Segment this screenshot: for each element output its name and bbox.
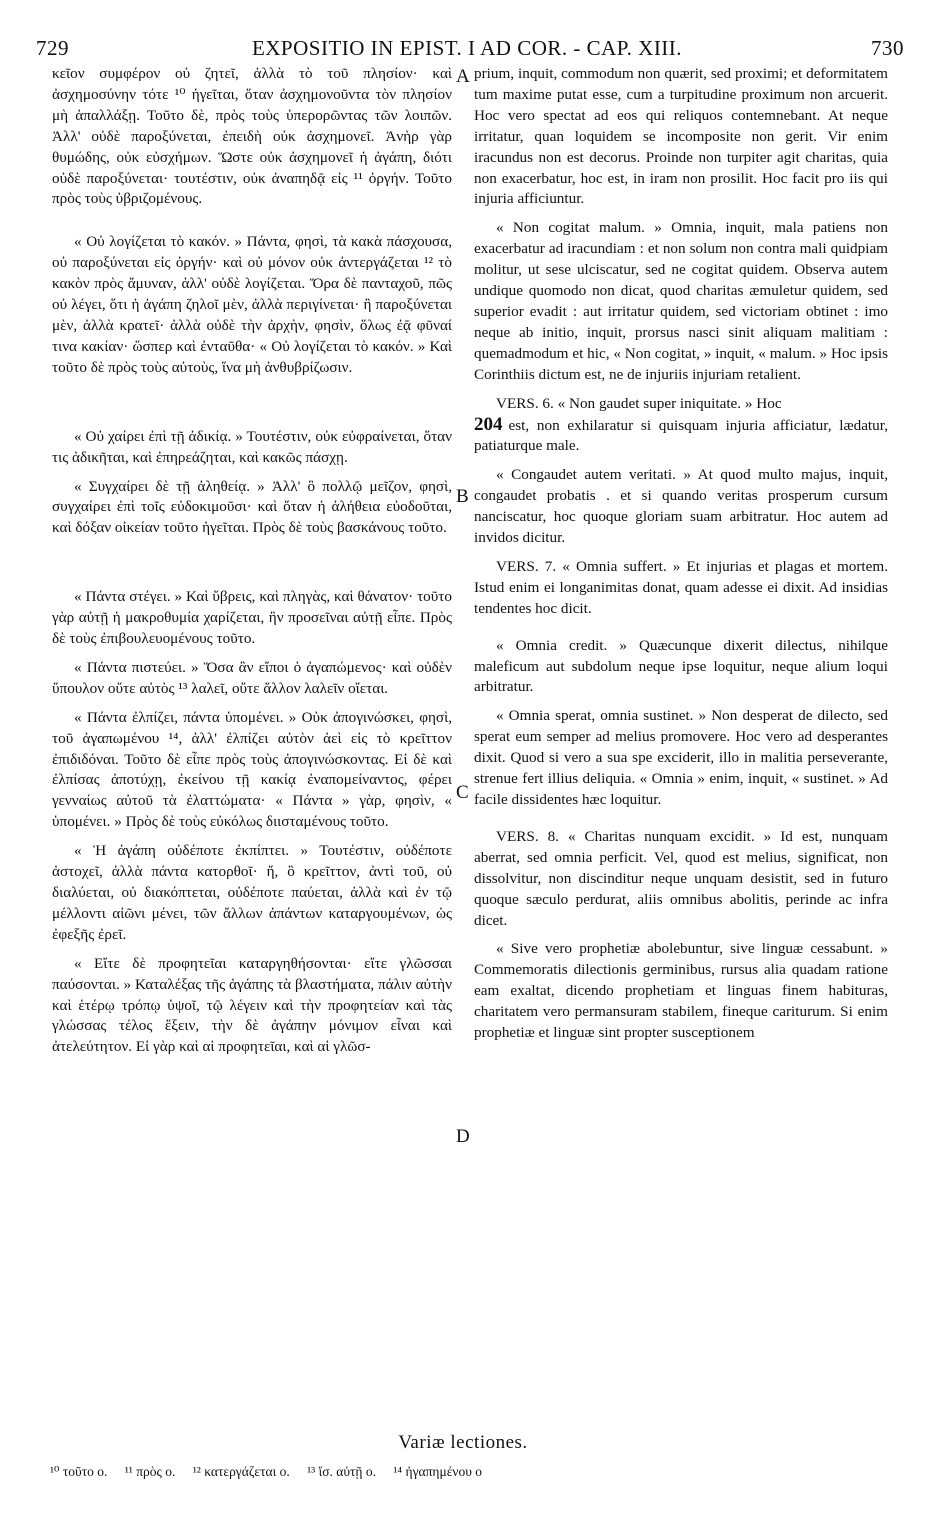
latin-column xyxy=(474,64,888,1044)
latin-paragraph: « Congaudet autem veritati. » At quod multo majus, inquit, congaudet probatis . et si quando veritas prosperum cursum nanciscatur, hoc quoque gloriam suam arbitratur. Hoc autem ad invidos dicitur. xyxy=(474,466,888,547)
latin-paragraph: VERS. 8. « Charitas nunquam excidit. » Id est, nunquam aberrat, sed omnia perficit. Vel, quod est melius, significat, non dissolvitur, non discinditur neque unquam desistit, sed in futuro quoque sæculo perdurat, aliis omnibus abolitis, perinde ac infra dicet. xyxy=(474,827,888,929)
margin-marker-a: A xyxy=(456,66,470,87)
greek-paragraph: « Συγχαίρει δὲ τῇ ἀληθείᾳ. » Ἀλλ' ὃ πολλῷ μεῖζον, φησὶ, συγχαίρει ἐπὶ τοῖς εὐδοκιμοῦσι· καὶ ὅταν ἡ ἀλήθεια εὐοδοῦται, καὶ δόξαν οἰκείαν τοῦτο ἡγεῖται. Πρὸς δὲ τοὺς βασκάνους τοῦτο. xyxy=(52,477,452,537)
latin-paragraph: prium, inquit, commodum non quærit, sed proximi; et deformitatem tum maxime putat esse, cum a turpitudine proximum non arcuerit. Hoc vero spectat ad eos qui reliquos contemnebant. At neque irritatur, quan loquidem se incomposite non gerit. Vir enim iracundus non est decorus. Proinde non turpiter agit charitas, quia non exacerbatur, hoc est, in iram non prosilit. Hoc facit pro iis qui injuria afficiuntur. xyxy=(474,65,888,208)
greek-paragraph: « Πάντα πιστεύει. » Ὅσα ἂν εἴποι ὁ ἀγαπώμενος· καὶ οὐδὲν ὕπουλον οὔτε αὐτὸς ¹³ λαλεῖ, οὔτε ἄλλον λαλεῖν οἴεται. xyxy=(52,658,452,697)
running-title: EXPOSITIO IN EPIST. I AD COR. - CAP. XIII. xyxy=(251,36,683,60)
inline-page-number: 204 xyxy=(474,413,503,435)
latin-paragraph: VERS. 7. « Omnia suffert. » Et injurias et plagas et mortem. Istud enim ei longanimitas donat, quam adesse ei dixit. Ad insidias tendentes hoc dicit. xyxy=(474,557,888,617)
page-number-right: 730 xyxy=(871,36,904,60)
footnote: ¹⁰ τοῦτο ο. xyxy=(50,1464,108,1479)
greek-paragraph: « Οὐ χαίρει ἐπὶ τῇ ἀδικίᾳ. » Τουτέστιν, οὐκ εὐφραίνεται, ὅταν τις ἀδικῆται, καὶ ἐπηρεάζηται, καὶ κακῶς πάσχῃ. xyxy=(52,427,452,466)
greek-paragraph: κεῖον συμφέρον οὐ ζητεῖ, ἀλλὰ τὸ τοῦ πλησίον· καὶ ἀσχημοσύνην τότε ¹⁰ ἡγεῖται, ὅταν ἀσχημονοῦντα τὸν πλησίον μὴ ἀπαλλάξῃ. Τοῦτο δὲ, πρὸς τοὺς ὑπερορῶντας τῶν λοιπῶν. Ἀλλ' οὐδὲ παροξύνεται, ἐπειδὴ οὐκ ἀσχημονεῖ. Ἀνὴρ γὰρ θυμώδης, οὐκ εὐσχήμων. Ὥστε οὐκ ἀσχημονεῖ ἡ ἀγάπη, διότι οὐδὲ παροξύνεται· τουτέστιν, οὐκ ἀναπηδᾷ εἰς ¹¹ ὀργήν. Τοῦτο πρὸς τοὺς ὑβριζομένους. xyxy=(52,65,452,208)
page-header xyxy=(30,36,904,64)
latin-paragraph: « Sive vero prophetiæ abolebuntur, sive linguæ cessabunt. » Commemoratis dilectionis germinibus, rursus alia quadam ratione eam exaltat, dicendo prophetiam et linguas finem habituras, charitatem vero permansuram stabilem, fineque cariturum. Si enim prophetiæ et linguæ sint propter susceptionem xyxy=(474,940,888,1042)
footnote: ¹² κατεργάζεται ο. xyxy=(192,1464,290,1479)
margin-marker-d: D xyxy=(456,1126,470,1147)
greek-paragraph: « Εἴτε δὲ προφητεῖαι καταργηθήσονται· εἴτε γλῶσσαι παύσονται. » Καταλέξας τῆς ἀγάπης τὰ βλαστήματα, πάλιν αὐτὴν καὶ ἑτέρῳ τρόπῳ ὑψοῖ, τῷ λέγειν καὶ τὴν προφητείαν καὶ τὰς γλώσσας τέλος ἕξειν, τὴν δὲ ἀγάπην μόνιμον εἶναι καὶ ἀτελεύτητον. Εἰ γὰρ καὶ αἱ προφητεῖαι, καὶ αἱ γλῶσ- xyxy=(52,954,452,1056)
latin-paragraph: VERS. 6. « Non gaudet super iniquitate. » Hoc xyxy=(496,394,782,412)
latin-paragraph: « Non cogitat malum. » Omnia, inquit, mala patiens non exacerbatur ad iracundiam : et non solum non contra mali quidpiam molitur, ut sese ulciscatur, sed ne cogitat quidem. Observa autem undique quomodo non dicat, quod charitas æmuletur quidem, sed superior evadit : aut irritatur quidem, sed victoriam obtinet : imo neque ab initio, inquit, prorsus nasci sinit aliquam malitiam : quemadmodum et hic, « Non cogitat, » inquit, « malum. » Hoc ipsis Corinthiis dictum est, ne de injuriis injuriam retalient. xyxy=(474,219,888,383)
footnotes xyxy=(50,1464,896,1480)
footnote: ¹⁴ ἠγαπημένου ο xyxy=(393,1464,483,1479)
greek-paragraph: « Οὐ λογίζεται τὸ κακόν. » Πάντα, φησὶ, τὰ κακὰ πάσχουσα, οὐ παροξύνεται εἰς ὀργήν· καὶ οὐ μόνον οὐκ ἀντεργάζεται ¹² τὸ κακὸν πρὸς ἄμυναν, ἀλλ' οὐδὲ λογίζεται. Ὅρα δὲ πανταχοῦ, πῶς οὐ λέγει, ὅτι ἡ ἀγάπη ζηλοῖ μὲν, ἀλλὰ περιγίνεται· ἢ παροξύνεται μὲν, ἀλλὰ κρατεῖ· ἀλλὰ οὐδὲ τὴν ἀρχὴν, φησὶν, ὅλως ἐᾷ φῦναί τινα κακίαν· ὥσπερ καὶ ἐνταῦθα· « Οὐ λογίζεται τὸ κακόν. » Καὶ τοῦτο δὲ πρὸς τοὺς αὐτοὺς, ἵνα μὴ ἀνθυβρίζωσιν. xyxy=(52,233,452,376)
latin-paragraph: « Omnia sperat, omnia sustinet. » Non desperat de dilecto, sed sperat eum semper ad melius promovere. Hoc vero ad desperantes dixit. Quod si vero a sua spe exciderit, illo in malitia perseverante, strenue fert illius deliquia. « Omnia » enim, inquit, « sustinet. » Ad facile dissidentes hæc loquitur. xyxy=(474,707,888,808)
greek-column xyxy=(52,64,452,1058)
greek-paragraph: « Πάντα ἐλπίζει, πάντα ὑπομένει. » Οὐκ ἀπογινώσκει, φησὶ, τοῦ ἀγαπωμένου ¹⁴, ἀλλ' ἐλπίζει αὐτὸν ἀεὶ εἰς τὸ κρεῖττον ἐπιδιδόναι. Τοῦτο δὲ εἶπε πρὸς τοὺς ἀπογινώσκοντας. Εἰ δὲ καὶ ἐλπίσας ἀποτύχῃ, ἐκείνου τῇ κακίᾳ ἐναπομείναντος, φέρει γενναίως αὐτοῦ τὰ ἐλαττώματα· « Πάντα » γὰρ, φησὶν, « ὑπομένει. » Πρὸς δὲ τοὺς εὐκόλως διισταμένους τοῦτο. xyxy=(52,708,452,831)
latin-paragraph xyxy=(474,415,888,458)
footnote: ¹³ ἴσ. αὐτῇ ο. xyxy=(307,1464,376,1479)
footnote: ¹¹ πρὸς ο. xyxy=(124,1464,176,1479)
greek-paragraph: « Ἡ ἀγάπη οὐδέποτε ἐκπίπτει. » Τουτέστιν, οὐδέποτε ἀστοχεῖ, ἀλλὰ πάντα κατορθοῖ· ἤ, ὃ κρεῖττον, ἀντὶ τοῦ, οὐ διαλύεται, οὐ διακόπτεται, οὐδέποτε παύεται, ἀλλὰ καὶ ἐν τῷ μέλλοντι αἰῶνι μένει, τῶν ἄλλων ἁπάντων καταργουμένων, ὡς ἐφεξῆς ἐρεῖ. xyxy=(52,842,452,943)
margin-marker-b: B xyxy=(456,486,469,507)
variae-lectiones-title: Variæ lectiones. xyxy=(398,1432,528,1453)
latin-paragraph: « Omnia credit. » Quæcunque dixerit dilectus, nihilque maleficum aut subdolum neque ipse loquitur, neque alium loqui arbitratur. xyxy=(474,636,888,696)
latin-paragraph-text: est, non exhilaratur si quisquam injuria afficiatur, lædatur, patiaturque male. xyxy=(474,416,888,455)
margin-marker-c: C xyxy=(456,782,469,803)
greek-paragraph: « Πάντα στέγει. » Καὶ ὕβρεις, καὶ πληγὰς, καὶ θάνατον· τοῦτο γὰρ αὐτῇ ἡ μακροθυμία χαρίζεται, ἣν προσεῖναι αὐτῇ εἶπε. Πρὸς δὲ τοὺς ἐπιβουλευομένους τοῦτο. xyxy=(52,588,452,648)
page-number-left: 729 xyxy=(36,36,69,60)
